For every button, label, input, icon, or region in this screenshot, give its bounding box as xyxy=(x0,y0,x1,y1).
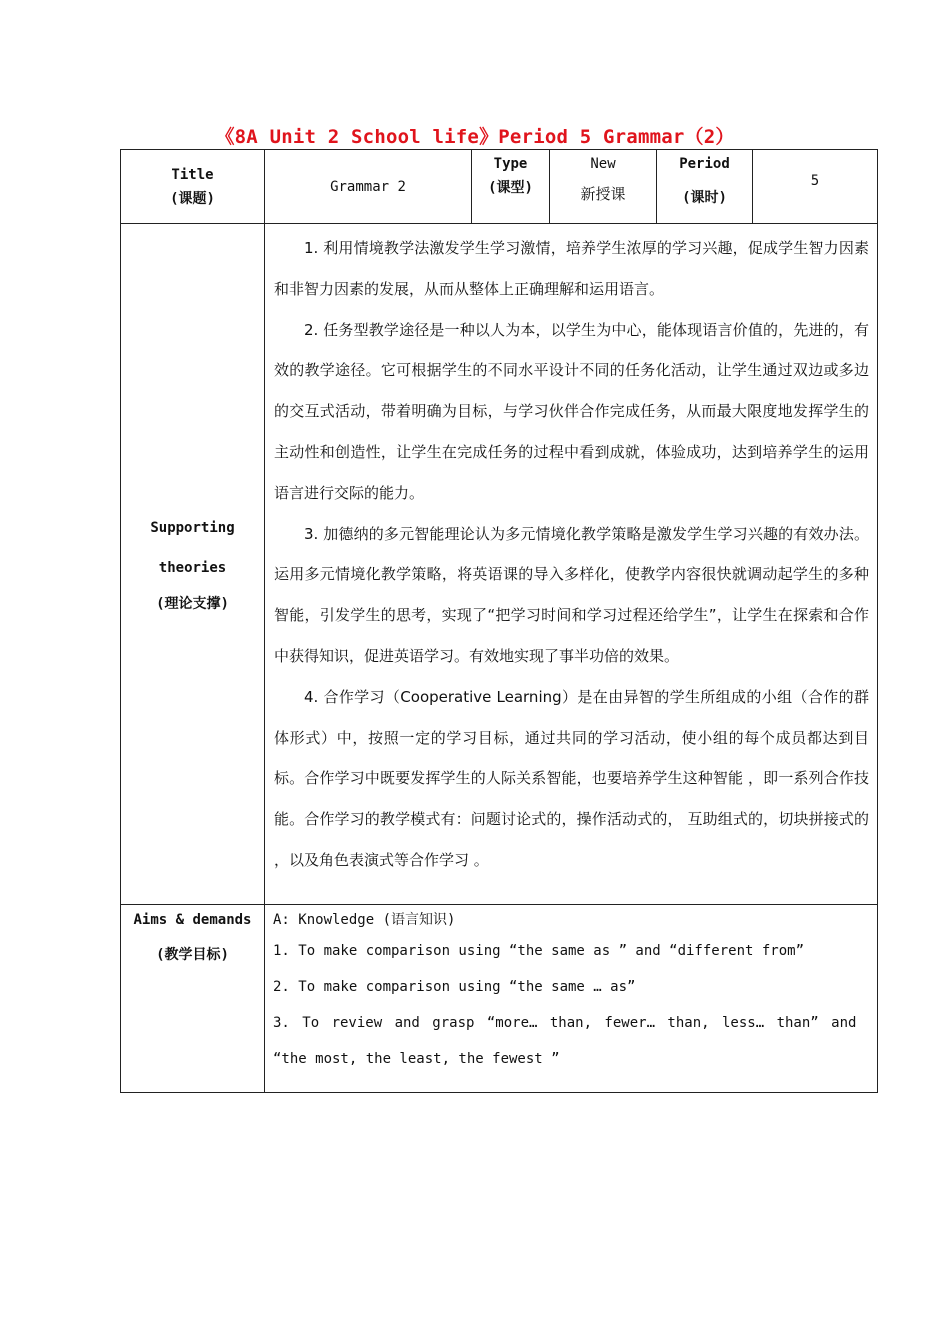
aims-line-1: 1. To make comparison using “the same as ” and “different from” xyxy=(273,943,805,959)
theories-label-cn: (理论支撑) xyxy=(156,596,229,612)
type-value-cell xyxy=(550,150,657,224)
theory-paragraph-2: 2. 任务型教学途径是一种以人为本，以学生为中心，能体现语言价值的，先进的，有效的教学途径。它可根据学生的不同水平设计不同的任务化活动，让学生通过双边或多边的交互式活动，带着明确为目标，与学习伙伴合作完成任务，从而最大限度地发挥学生的主动性和创造性，让学生在完成任务的过程中看到成就，体验成功，达到培养学生的运用语言进行交际的能力。 xyxy=(274,320,869,502)
theory-paragraph-4: 4. 合作学习（Cooperative Learning）是在由异智的学生所组成的小组（合作的群体形式）中，按照一定的学习目标，通过共同的学习活动，使小组的每个成员都达到目标。合作学习中既要发挥学生的人际关系智能，也要培养学生这种智能 ，即一系列合作技能。合作学习的教学模式有：问题讨论式的，操作活动式的， 互助组式的，切块拼接式的 ，以及角色表演式等合作学习 。 xyxy=(274,687,869,869)
theories-row xyxy=(121,224,878,905)
aims-label-cell xyxy=(121,905,265,1093)
theories-label-line1: Supporting xyxy=(150,520,235,536)
theory-paragraph-1: 1. 利用情境教学法激发学生学习激情，培养学生浓厚的学习兴趣，促成学生智力因素和非智力因素的发展，从而从整体上正确理解和运用语言。 xyxy=(274,239,869,298)
period-label-cell xyxy=(657,150,753,224)
type-label-cell xyxy=(472,150,550,224)
aims-label: Aims & demands xyxy=(133,912,252,928)
document-title: 《8A Unit 2 School life》Period 5 Grammar（2） xyxy=(215,126,735,148)
type-value-cn: 新授课 xyxy=(580,185,626,203)
type-label: Type xyxy=(493,156,528,172)
period-label-cn: (课时) xyxy=(682,190,727,206)
aims-label-cn: (教学目标) xyxy=(156,947,229,963)
title-label-cn: (课题) xyxy=(170,190,215,207)
type-label-cn: (课型) xyxy=(488,180,533,196)
aims-line-3-cont: “the most, the least, the fewest ” xyxy=(273,1051,560,1067)
type-value-en: New xyxy=(590,156,616,172)
theories-label-cell xyxy=(121,224,265,905)
aims-line-2: 2. To make comparison using “the same … as” xyxy=(273,979,636,995)
period-value: 5 xyxy=(753,150,878,224)
title-label: Title xyxy=(171,166,214,183)
lesson-plan-table xyxy=(120,149,878,1093)
aims-line-knowledge: A: Knowledge (语言知识) xyxy=(273,912,456,928)
title-value: Grammar 2 xyxy=(265,150,472,224)
period-label: Period xyxy=(679,156,730,172)
aims-line-3: 3. To review and grasp “more… than, fewer… than, less… than” and xyxy=(273,1015,857,1031)
theories-content xyxy=(265,224,878,905)
header-row xyxy=(121,150,878,224)
aims-content xyxy=(265,905,878,1093)
theory-paragraph-3: 3. 加德纳的多元智能理论认为多元情境化教学策略是激发学生学习兴趣的有效办法。运用多元情境化教学策略，将英语课的导入多样化，使教学内容很快就调动起学生的多种智能，引发学生的思考，实现了“把学习时间和学习过程还给学生”，让学生在探索和合作中获得知识，促进英语学习。有效地实现了事半功倍的效果。 xyxy=(274,524,869,665)
title-label-cell xyxy=(121,150,265,224)
aims-row xyxy=(121,905,878,1093)
theories-label-line2: theories xyxy=(158,560,227,576)
